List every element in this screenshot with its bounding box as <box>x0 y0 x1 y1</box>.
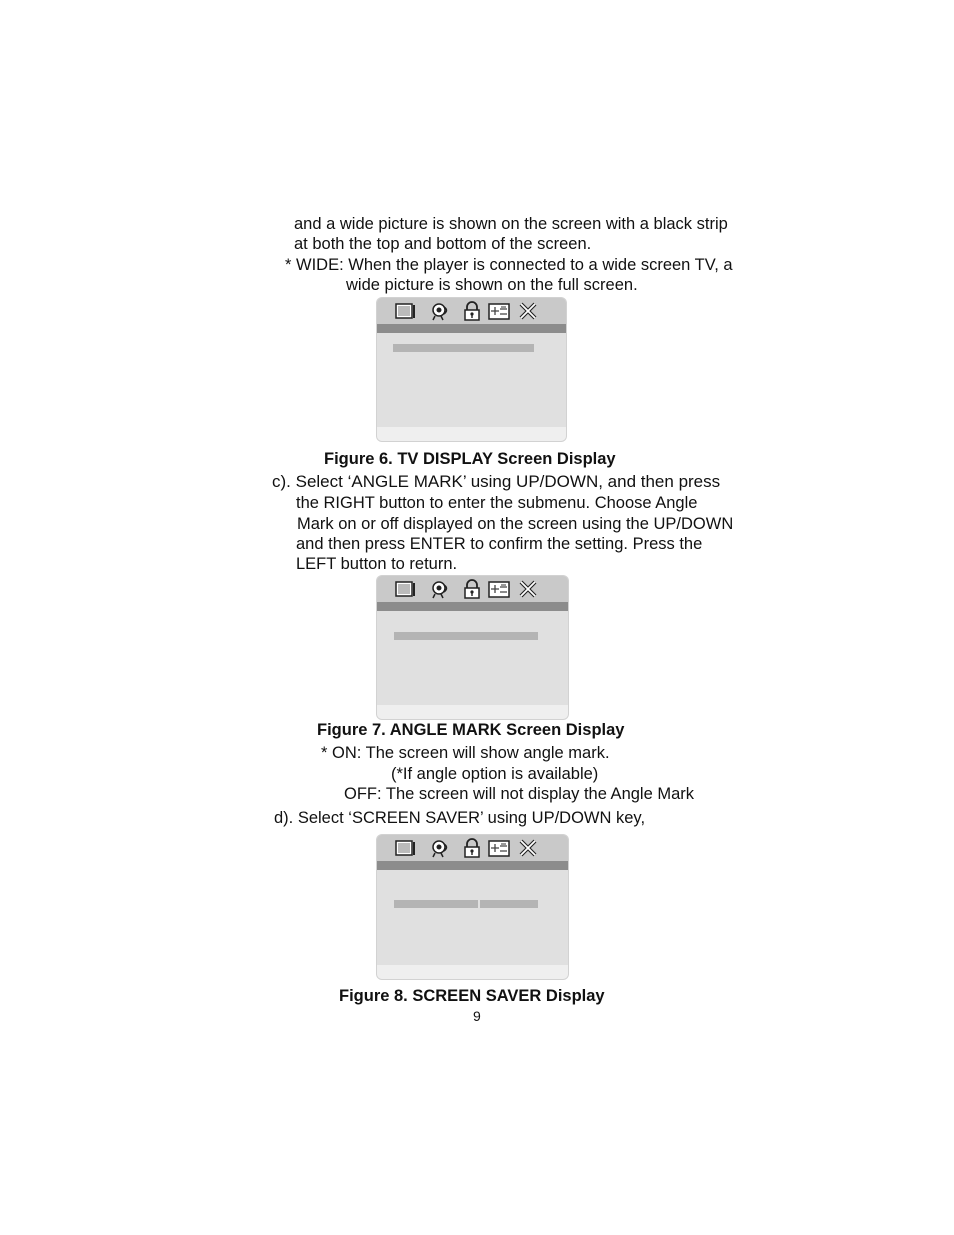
exit-icon <box>517 838 539 858</box>
wide-description-line-2: wide picture is shown on the full screen. <box>346 276 638 294</box>
tv-screen-icon <box>394 838 416 858</box>
tv-display-osd-screen <box>377 298 566 441</box>
osd-title-strip <box>377 602 568 611</box>
preference-icon <box>488 838 510 858</box>
angle-on-note: * ON: The screen will show angle mark. <box>321 744 610 762</box>
step-c-line-4: and then press ENTER to confirm the setting. Press the <box>296 535 703 553</box>
angle-mark-osd-screen <box>377 576 568 719</box>
angle-off-note: OFF: The screen will not display the Angle Mark <box>344 785 695 803</box>
padlock-icon <box>461 301 483 321</box>
figure-7-caption: Figure 7. ANGLE MARK Screen Display <box>317 721 625 739</box>
screen-saver-osd-screen <box>377 835 568 979</box>
osd-icon-bar <box>377 835 568 861</box>
osd-footer <box>377 427 566 441</box>
osd-title-strip <box>377 324 566 333</box>
preference-icon <box>488 579 510 599</box>
wide-description-line-1: * WIDE: When the player is connected to a wide screen TV, a <box>285 256 733 274</box>
angle-availability-note: (*If angle option is available) <box>391 765 599 783</box>
osd-highlight-bar <box>394 900 538 908</box>
step-c-line-3: Mark on or off displayed on the screen using the UP/DOWN <box>297 515 734 533</box>
osd-footer <box>377 965 568 979</box>
preference-icon <box>488 301 510 321</box>
osd-highlight-bar <box>394 632 538 640</box>
padlock-icon <box>461 579 483 599</box>
speaker-icon <box>431 579 453 599</box>
step-c-line-2: the RIGHT button to enter the submenu. Choose Angle <box>296 494 698 512</box>
speaker-icon <box>431 301 453 321</box>
step-d-line-1: d). Select ‘SCREEN SAVER’ using UP/DOWN key, <box>274 809 646 827</box>
figure-8-caption: Figure 8. SCREEN SAVER Display <box>339 987 605 1005</box>
padlock-icon <box>461 838 483 858</box>
exit-icon <box>517 301 539 321</box>
intro-line-2: at both the top and bottom of the screen. <box>294 235 592 253</box>
osd-highlight-bar <box>393 344 534 352</box>
osd-icon-bar <box>377 298 566 324</box>
step-c-line-5: LEFT button to return. <box>296 555 458 573</box>
tv-screen-icon <box>394 579 416 599</box>
osd-icon-bar <box>377 576 568 602</box>
tv-screen-icon <box>394 301 416 321</box>
speaker-icon <box>431 838 453 858</box>
osd-footer <box>377 705 568 719</box>
intro-line-1: and a wide picture is shown on the screen with a black strip <box>294 215 728 233</box>
page-number: 9 <box>473 1008 481 1024</box>
step-c-line-1: c). Select ‘ANGLE MARK’ using UP/DOWN, and then press <box>272 472 721 491</box>
exit-icon <box>517 579 539 599</box>
osd-title-strip <box>377 861 568 870</box>
figure-6-caption: Figure 6. TV DISPLAY Screen Display <box>324 450 616 468</box>
